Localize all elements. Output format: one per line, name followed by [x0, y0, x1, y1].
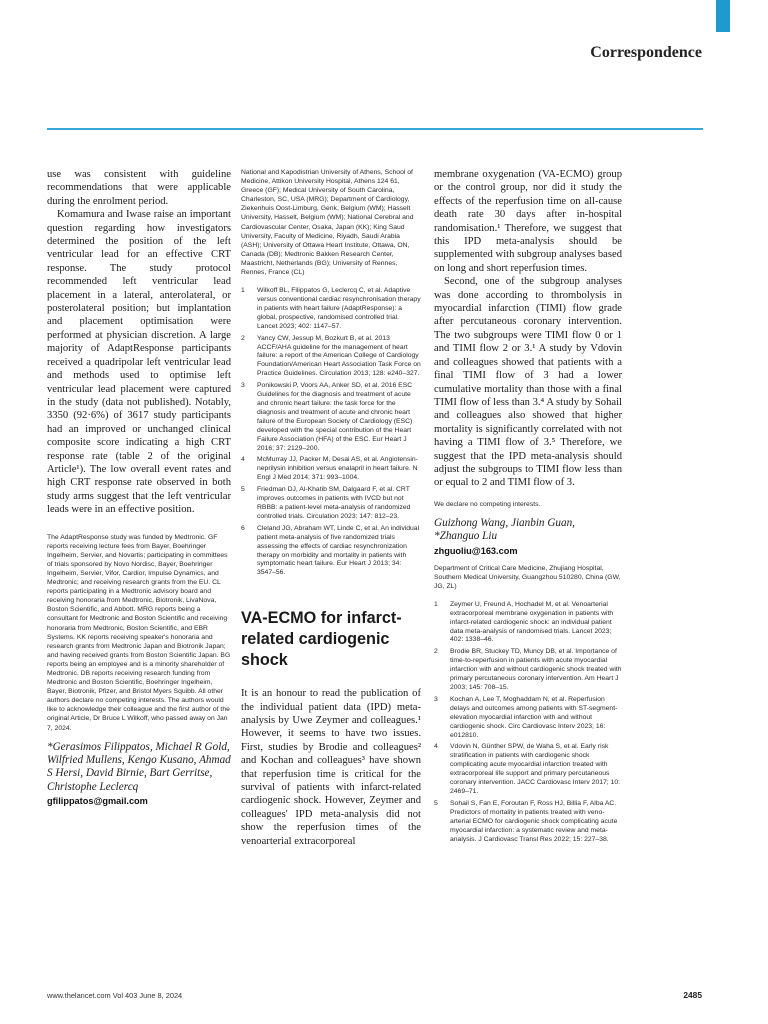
reference-text: Ponikowski P, Voors AA, Anker SD, et al. 2016 ESC Guidelines for the diagnosis and treatment of acute and chronic heart failure: the task force for the diagnosis and treatment of acute and chronic heart failure of the European Society of Cardiology (ESC) developed with the special contribution of the Heart Failure Association (HFA) of the ESC. Eur Heart J 2016; 37: 2129–200.: [257, 382, 413, 452]
competing-interests: We declare no competing interests.: [434, 500, 541, 508]
reference-number: 4: [434, 743, 438, 751]
funding-statement: The AdaptResponse study was funded by Medtronic. GF reports receiving lecture fees from Bayer, Boehringer Ingelheim, Servier, and Novartis; participating in committees of trials sponsored by Novo Nordisc, Bayer, Boehringer Ingelheim, Servier, Vifor, Cardior, Impulse Dynamics, and Medtronic; and receiving research grants from the EU. CL reports participating in a Medtronic advisory board and receiving honoraria from Medtronic, Biotronik, LivaNova, Boston Scientific, and Abbott. MRG reports being a consultant for Medtronic and Boston Scientific and receiving honoraria from Medtronic, Boston Scientific, and EBR Systems. KK reports receiving speaker's honoraria and research grants from Medtronic Japan and Biotronik Japan; and having received grants from Boston Scientific Japan. BG reports being an employee and is a minority shareholder of Medtronic. DB reports receiving research funding from Medtronic and Boston Scientific, Boehringer Ingelheim, Bayer, Biotronik, Pfizer, and Bristol Myers Squibb. All other authors declare no competing interests. The authors would like to acknowledge their colleague and the first author of the original Article, Dr Bruce L Wilkoff, who passed away on Jan 7, 2024.: [47, 533, 231, 732]
author-email[interactable]: gfilippatos@gmail.com: [47, 796, 148, 807]
reference-text: Vdovin N, Günther SPW, de Waha S, et al. Early risk stratification in patients with cardiogenic shock complicating acute myocardial infarction treated with extracorporeal life support and primary percutaneous coronary intervention. JACC Cardiovasc Interv 2017; 10: 2469–71.: [450, 743, 621, 795]
reference-text: Friedman DJ, Al-Khatib SM, Dalgaard F, et al. CRT improves outcomes in patients with IVCD but not RBBB: a patient-level meta-analysis of randomized controlled trials. Circulation 2023; 147: 812–23.: [257, 486, 411, 520]
author-list: *Gerasimos Filippatos, Michael R Gold, Wilfried Mullens, Kengo Kusano, Ahmad S Hersi, David Birnie, Bart Gerritse, Christophe Leclercq: [47, 740, 231, 793]
author-list: Guizhong Wang, Jianbin Guan, *Zhanguo Liu: [434, 516, 575, 543]
reference-list: [434, 601, 622, 845]
reference-item: [434, 648, 622, 693]
section-label: Correspondence: [590, 44, 702, 61]
author-affiliation: National and Kapodistrian University of Athens, School of Medicine, Attikon University Hospital, Athens 124 61, Greece (GF); Medical University of South Carolina, Charleston, SC, USA (MRG); Department of Cardiology, Ziekenhuis Oost-Limburg, Genk, Belgium (WM); Hasselt University, Hasselt, Belgium (WM); National Cerebral and Cardiovascular Center, Osaka, Japan (KK); King Saud University, Faculty of Medicine, Riyadh, Saudi Arabia (ASH); University of Ottawa Heart Institute, Ottawa, ON, Canada (DB); Medtronic Bakken Research Center, Maastricht, Netherlands (BG); University of Rennes, Rennes, France (CL): [241, 169, 414, 277]
reference-item: [434, 743, 622, 796]
body-paragraph: It is an honour to read the publication of the individual patient data (IPD) meta-analysis by Uwe Zeymer and colleagues.¹ However, it seems to have two issues. First, studies by Brodie and colleagues² and Kochan and colleagues³ have shown that reperfusion time is critical for the survival of patients with infarct-related cardiogenic shock. However, Zeymer and colleagues' IPD meta-analysis did not show the reperfusion times of the venoarterial extracorporeal: [241, 688, 421, 847]
header-rule: [47, 128, 703, 130]
journal-footer: www.thelancet.com Vol 403 June 8, 2024: [47, 991, 183, 1000]
reference-item: [241, 287, 421, 332]
reference-number: 6: [241, 524, 245, 532]
reference-text: McMurray JJ, Packer M, Desai AS, et al. Angiotensin-neprilysin inhibition versus enalapril in heart failure. N Engl J Med 2014; 371: 993–1004.: [257, 456, 418, 482]
reference-item: [241, 525, 421, 578]
reference-item: [434, 601, 622, 646]
reference-list: [241, 287, 421, 578]
reference-text: Wilkoff BL, Filippatos G, Leclercq C, et al. Adaptive versus conventional cardiac resynchronisation therapy in patients with heart failure (AdaptResponse): a global, prospective, randomised controlled trial. Lancet 2023; 402: 1147–57.: [257, 287, 421, 330]
accent-bar: [716, 0, 730, 32]
reference-text: Sohail S, Fan E, Foroutan F, Ross HJ, Billia F, Alba AC. Predictors of mortality in patients treated with veno-arterial ECMO for cardiogenic shock complicating acute myocardial infarction: a systematic review and meta-analysis. J Cardiovasc Transl Res 2022; 15: 227–38.: [450, 799, 618, 843]
reference-item: [434, 696, 622, 741]
reference-item: [241, 335, 421, 380]
reference-item: [241, 486, 421, 522]
reference-item: [241, 382, 421, 453]
reference-number: 5: [434, 799, 438, 807]
author-email[interactable]: zhguoliu@163.com: [434, 545, 518, 556]
reference-number: 2: [241, 334, 245, 342]
reference-number: 4: [241, 456, 245, 464]
author-affiliation: Department of Critical Care Medicine, Zhujiang Hospital, Southern Medical University, Guangzhou 510280, China (GW, JG, ZL): [434, 564, 621, 590]
reference-number: 3: [434, 695, 438, 703]
body-paragraph: membrane oxygenation (VA-ECMO) group or the control group, nor did it study the effects of the reperfusion time on all-cause death rate 30 days after in-hospital randomisation.¹ Therefore, we suggest that this IPD meta-analysis should be supplemented with subgroup analyses based on long and short reperfusion times.: [434, 169, 622, 274]
column-3: [434, 168, 622, 847]
reference-text: Kochan A, Lee T, Moghaddam N, et al. Reperfusion delays and outcomes among patients with ST-segment-elevation myocardial infarction with and without cardiogenic shock. Circ Cardiovasc Interv 2023; 16: e012810.: [450, 695, 618, 739]
reference-text: Yancy CW, Jessup M, Bozkurt B, et al. 2013 ACCF/AHA guideline for the management of heart failure: a report of the American College of Cardiology Foundation/American Heart Association Task Force on Practice Guidelines. Circulation 2013; 128: e240–327.: [257, 334, 421, 378]
reference-number: 1: [434, 600, 438, 608]
reference-number: 5: [241, 486, 245, 494]
reference-item: [434, 800, 622, 845]
reference-text: Zeymer U, Freund A, Hochadel M, et al. Venoarterial extracorporeal membrane oxygenation in patients with infarct-related cardiogenic shock: an individual patient data meta-analysis of randomised trials. Lancet 2023; 402: 1338–46.: [450, 600, 614, 644]
body-paragraph: Komamura and Iwase raise an important question regarding how investigators determined the position of the left ventricular lead for an effective CRT response. The study protocol recommended left ventricular lead placement in a lateral, anterolateral, or posterolateral position; but implantation and placement optimisation were performed at physician discretion. A large majority of AdaptResponse participants received a quadripolar left ventricular lead and methods used to optimise left ventricular lead placement were captured in the study (data not published). Notably, 3350 (92·6%) of 3617 study participants had an improved or unchanged clinical composite score indicating a high CRT response rate (table 2 of the original Article¹). The low overall event rates and high CRT response rate observed in both study arms suggest that the left ventricular leads were in an effective position.: [47, 209, 231, 516]
column-2: [241, 168, 421, 848]
reference-number: 1: [241, 287, 245, 295]
reference-number: 3: [241, 382, 245, 390]
body-paragraph: use was consistent with guideline recommendations that were applicable during the enrolment period.: [47, 169, 231, 207]
reference-text: Brodie BR, Stuckey TD, Muncy DB, et al. Importance of time-to-reperfusion in patients with acute myocardial infarction with and without cardiogenic shock treated with primary percutaneous coronary intervention. Am Heart J 2003; 145: 708–15.: [450, 648, 622, 691]
column-1: [47, 168, 231, 806]
page-number: 2485: [683, 990, 702, 1000]
reference-number: 2: [434, 648, 438, 656]
body-paragraph: Second, one of the subgroup analyses was done according to thrombolysis in myocardial infarction (TIMI) flow grade after percutaneous coronary intervention. The two subgroups were TIMI flow 0 or 1 and TIMI flow 2 or 3.¹ A study by Vdovin and colleagues showed that patients with a final TIMI flow of 3 had a lower cumulative mortality than those with a final TIMI flow of less than 3.⁴ A study by Sohail and colleagues also showed that higher mortality is significantly correlated with not having a TIMI flow of 3.⁵ Therefore, we suggest that the IPD meta-analysis should adjust the subgroups to TIMI flow less than or equal to 2 and TIMI flow of 3.: [434, 276, 622, 489]
reference-text: Cleland JG, Abraham WT, Linde C, et al. An individual patient meta-analysis of five randomized trials assessing the effects of cardiac resynchronization therapy on morbidity and mortality in patients with symptomatic heart failure. Eur Heart J 2013; 34: 3547–56.: [257, 524, 420, 577]
article-title: VA-ECMO for infarct-related cardiogenic shock: [241, 609, 402, 670]
reference-item: [241, 456, 421, 483]
